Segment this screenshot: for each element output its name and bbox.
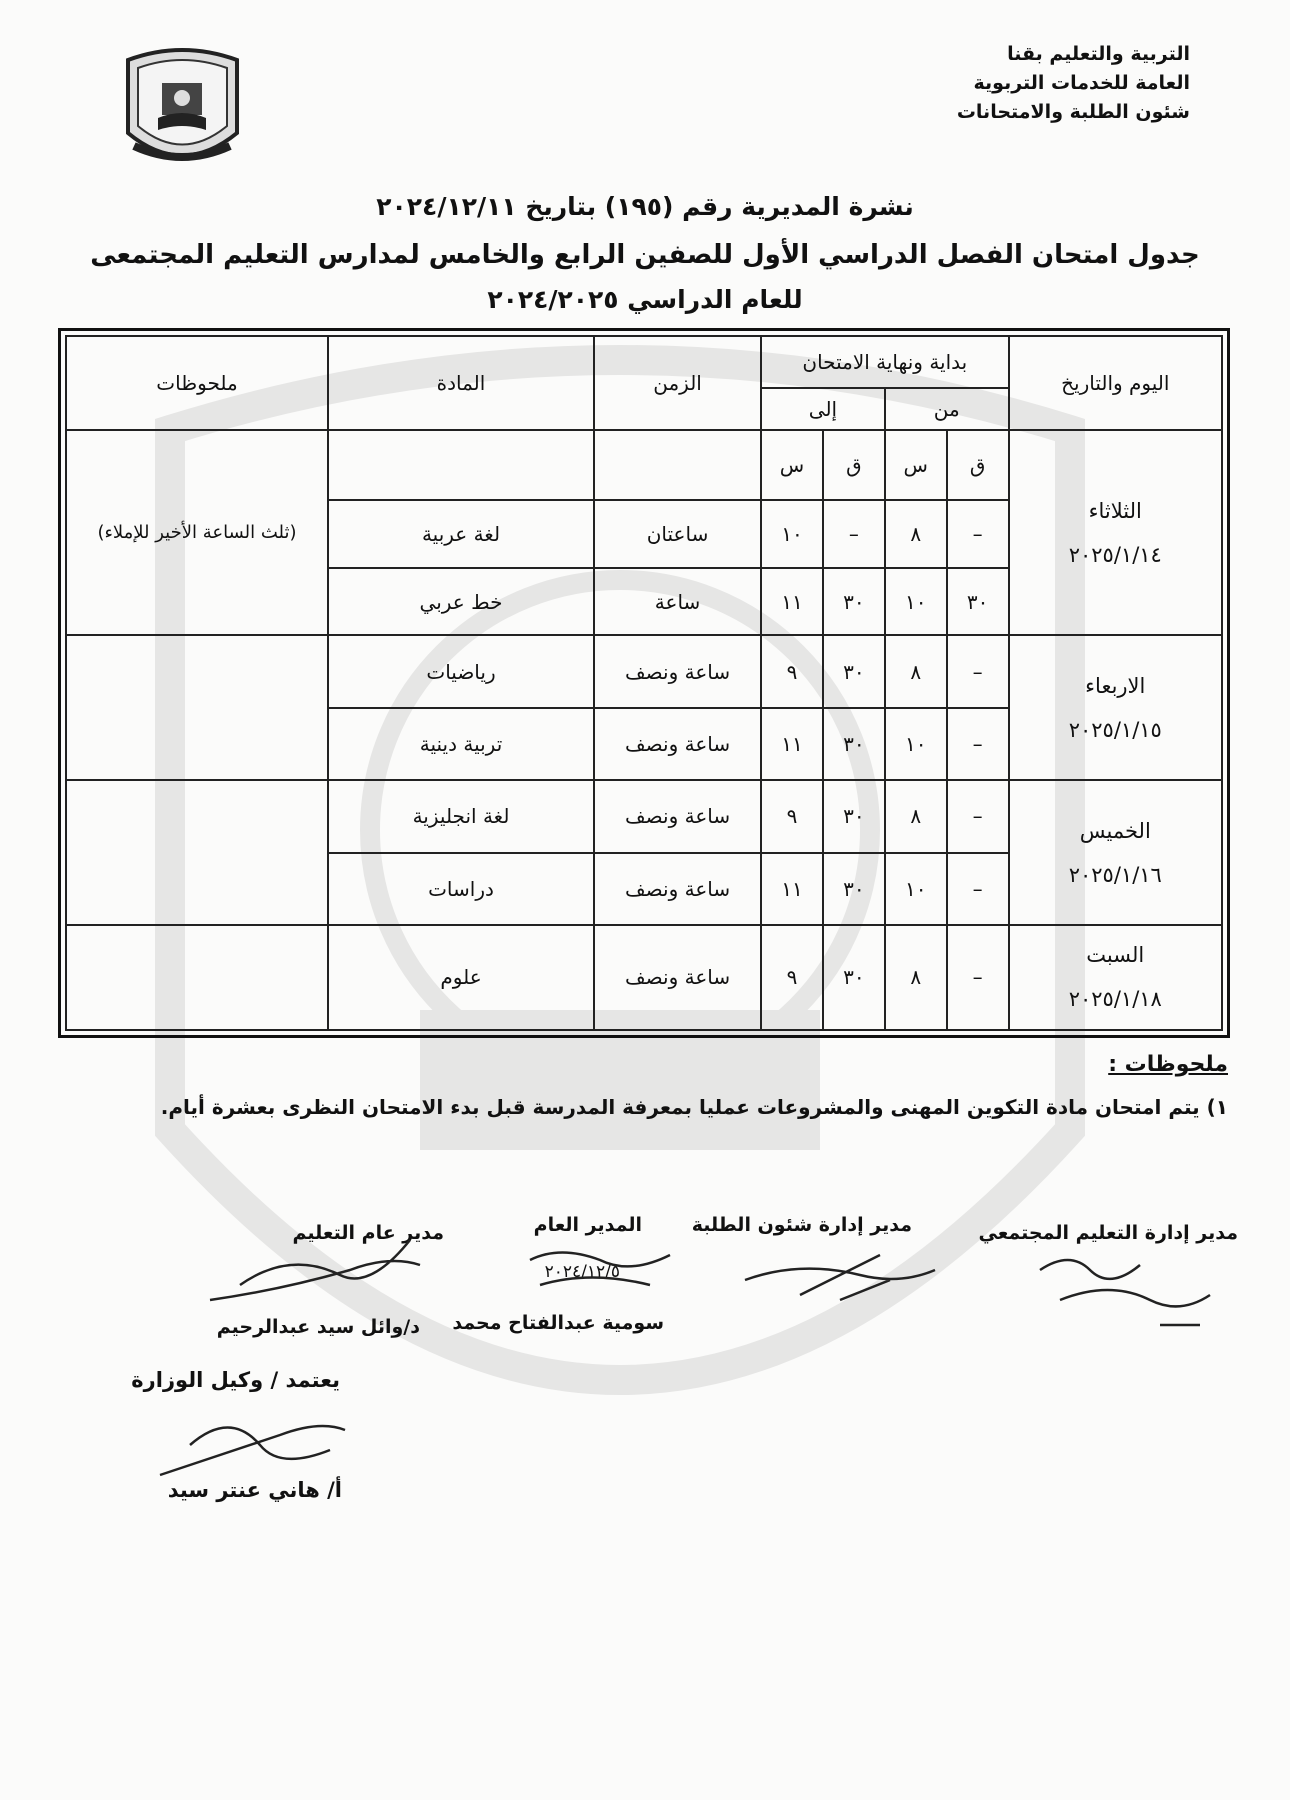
exam-duration: ساعة ونصف <box>594 853 761 925</box>
ministry-line-2: العامة للخدمات التربوية <box>973 72 1190 94</box>
to-minutes: ٣٠ <box>823 780 885 852</box>
header-from: من <box>885 388 1009 430</box>
to-minutes: – <box>823 500 885 568</box>
ministry-line-1: التربية والتعليم بقنا <box>1007 43 1190 65</box>
from-minutes: ٣٠ <box>947 568 1009 636</box>
from-hours: ١٠ <box>885 568 947 636</box>
from-hours: ٨ <box>885 780 947 852</box>
from-minutes: – <box>947 780 1009 852</box>
approval-name: أ/ هاني عنتر سيد <box>167 1478 342 1502</box>
community-director-signature-scribble <box>1030 1240 1220 1340</box>
to-minutes: ٣٠ <box>823 635 885 707</box>
exam-subject: لغة انجليزية <box>328 780 594 852</box>
header-day-date: اليوم والتاريخ <box>1009 336 1222 430</box>
header-start-end: بداية ونهاية الامتحان <box>761 336 1008 388</box>
day-date-cell <box>1009 925 1222 1030</box>
unit-label-minutes: ق <box>823 430 885 500</box>
exam-duration: ساعة ونصف <box>594 925 761 1030</box>
signature-community-education-director: مدير إدارة التعليم المجتمعي <box>978 1222 1238 1244</box>
exam-duration: ساعتان <box>594 500 761 568</box>
day-date: ٢٠٢٥/١/١٤ <box>1068 542 1162 567</box>
to-minutes: ٣٠ <box>823 925 885 1030</box>
signature-general-director-name: سومية عبدالفتاح محمد <box>452 1312 664 1334</box>
to-hours: ٩ <box>761 635 823 707</box>
day-date-cell <box>1009 780 1222 925</box>
unit-label-minutes: ق <box>947 430 1009 500</box>
deputy-minister-signature-scribble <box>150 1405 350 1485</box>
header-to: إلى <box>761 388 885 430</box>
note-cell <box>66 635 328 780</box>
from-minutes: – <box>947 635 1009 707</box>
header-duration: الزمن <box>594 336 761 430</box>
ministry-logo <box>120 38 245 178</box>
from-hours: ٨ <box>885 500 947 568</box>
academic-year: للعام الدراسي ٢٠٢٤/٢٠٢٥ <box>487 285 803 314</box>
from-hours: ١٠ <box>885 853 947 925</box>
to-hours: ١١ <box>761 708 823 780</box>
to-hours: ٩ <box>761 780 823 852</box>
from-minutes: – <box>947 500 1009 568</box>
exam-duration: ساعة ونصف <box>594 635 761 707</box>
exam-subject: رياضيات <box>328 635 594 707</box>
note-cell <box>66 780 328 925</box>
to-hours: ١٠ <box>761 500 823 568</box>
exam-duration: ساعة ونصف <box>594 708 761 780</box>
day-date-cell <box>1009 635 1222 780</box>
signature-general-education-director-name: د/وائل سيد عبدالرحيم <box>216 1316 420 1338</box>
exam-duration: ساعة ونصف <box>594 780 761 852</box>
day-date: ٢٠٢٥/١/١٥ <box>1068 717 1162 742</box>
from-minutes: – <box>947 925 1009 1030</box>
note-cell: (ثلث الساعة الأخير للإملاء) <box>66 430 328 635</box>
student-affairs-signature-scribble <box>740 1240 940 1310</box>
to-minutes: ٣٠ <box>823 568 885 636</box>
approval-label: يعتمد / وكيل الوزارة <box>131 1368 340 1392</box>
exam-subject: علوم <box>328 925 594 1030</box>
subject-blank <box>328 430 594 500</box>
bulletin-line: نشرة المديرية رقم (١٩٥) بتاريخ ٢٠٢٤/١٢/١١ <box>376 192 914 221</box>
from-hours: ١٠ <box>885 708 947 780</box>
from-hours: ٨ <box>885 635 947 707</box>
signature-student-affairs-director: مدير إدارة شئون الطلبة <box>691 1214 912 1236</box>
day-date: ٢٠٢٥/١/١٨ <box>1068 987 1162 1012</box>
note-item-1: ١) يتم امتحان مادة التكوين المهنى والمشروعات عمليا بمعرفة المدرسة قبل بدء الامتحان النظرى بعشرة أيام. <box>160 1095 1228 1119</box>
day-name: الاربعاء <box>1085 673 1146 698</box>
notes-title: ملحوظات : <box>1108 1052 1228 1077</box>
day-name: السبت <box>1086 943 1145 968</box>
to-minutes: ٣٠ <box>823 708 885 780</box>
from-minutes: – <box>947 708 1009 780</box>
to-hours: ١١ <box>761 568 823 636</box>
from-minutes: – <box>947 853 1009 925</box>
day-date: ٢٠٢٥/١/١٦ <box>1068 862 1162 887</box>
header-subject: المادة <box>328 336 594 430</box>
exam-subject: تربية دينية <box>328 708 594 780</box>
ministry-header <box>900 40 1190 127</box>
day-name: الثلاثاء <box>1088 498 1142 523</box>
to-minutes: ٣٠ <box>823 853 885 925</box>
duration-blank <box>594 430 761 500</box>
handwritten-date: ٢٠٢٤/١٢/٥ <box>544 1262 620 1282</box>
note-cell <box>66 925 328 1030</box>
ministry-line-3: شئون الطلبة والامتحانات <box>956 101 1190 123</box>
to-hours: ١١ <box>761 853 823 925</box>
header-notes: ملحوظات <box>66 336 328 430</box>
schedule-title: جدول امتحان الفصل الدراسي الأول للصفين الرابع والخامس لمدارس التعليم المجتمعى <box>90 240 1200 270</box>
exam-subject: خط عربي <box>328 568 594 636</box>
exam-schedule-table <box>58 328 1230 1038</box>
from-hours: ٨ <box>885 925 947 1030</box>
unit-label-hours: س <box>885 430 947 500</box>
unit-label-hours: س <box>761 430 823 500</box>
day-name: الخميس <box>1079 818 1151 843</box>
exam-subject: لغة عربية <box>328 500 594 568</box>
signature-general-education-director: مدير عام التعليم <box>292 1222 444 1244</box>
exam-duration: ساعة <box>594 568 761 636</box>
signature-general-director: المدير العام <box>533 1214 642 1236</box>
exam-subject: دراسات <box>328 853 594 925</box>
day-date-cell <box>1009 430 1222 635</box>
to-hours: ٩ <box>761 925 823 1030</box>
